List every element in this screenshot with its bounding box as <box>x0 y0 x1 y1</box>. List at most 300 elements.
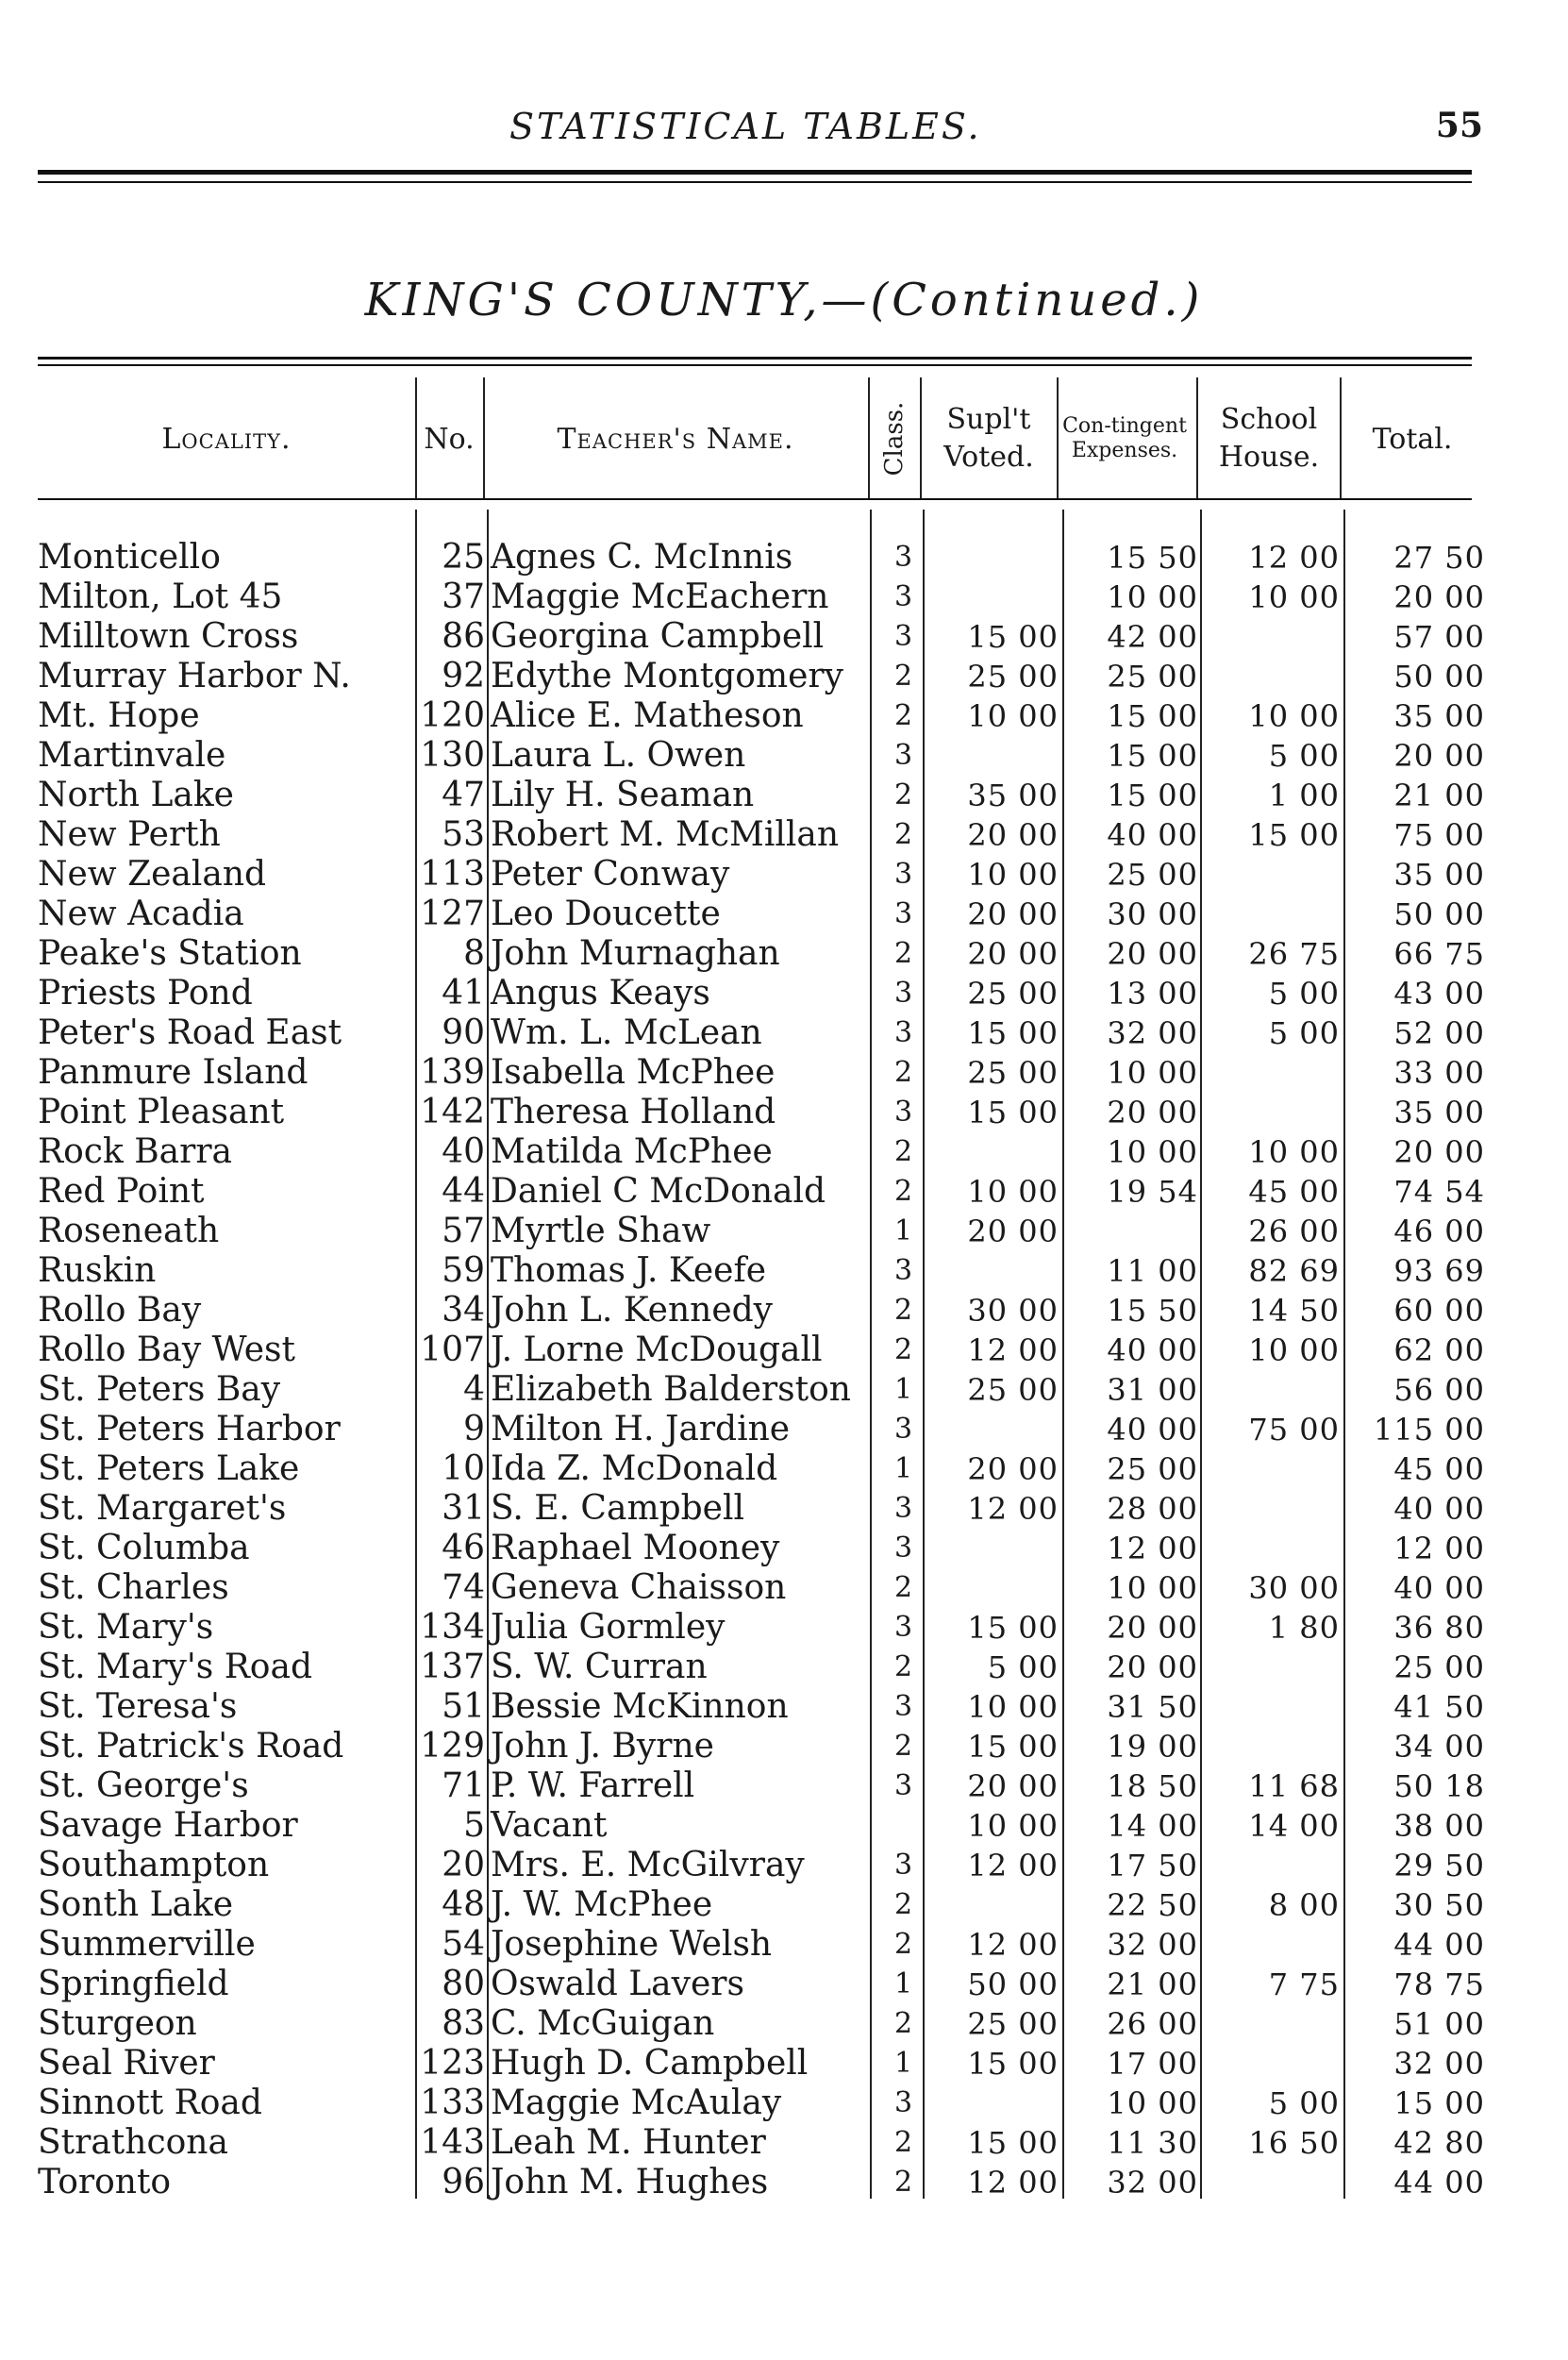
locality-cell: St. Patrick's Road <box>38 1727 344 1766</box>
contingent-expenses-cell: 15 50 <box>1107 1293 1198 1329</box>
school-number-cell: 57 <box>442 1212 485 1250</box>
class-cell: 2 <box>894 1175 913 1208</box>
school-number-cell: 34 <box>442 1291 485 1330</box>
school-number-cell: 74 <box>442 1568 485 1607</box>
school-house-cell: 12 00 <box>1248 540 1340 576</box>
school-number-cell: 80 <box>442 1965 485 2003</box>
class-cell: 2 <box>894 1294 913 1327</box>
column-header-teacher: Teacher's Name. <box>557 422 794 456</box>
teacher-name-cell: J. W. McPhee <box>491 1885 713 1924</box>
contingent-expenses-cell: 11 00 <box>1107 1253 1198 1289</box>
column-divider <box>868 377 870 498</box>
contingent-expenses-cell: 20 00 <box>1107 1095 1198 1130</box>
supplement-voted-cell: 30 00 <box>967 1293 1059 1329</box>
contingent-expenses-cell: 31 00 <box>1107 1372 1198 1408</box>
table-row <box>0 1291 1568 1331</box>
contingent-expenses-cell: 22 50 <box>1107 1887 1198 1923</box>
supplement-voted-cell: 12 00 <box>967 1491 1059 1527</box>
school-house-cell: 5 00 <box>1268 2085 1340 2121</box>
class-cell: 3 <box>894 580 913 613</box>
school-number-cell: 51 <box>442 1687 485 1726</box>
total-cell: 29 50 <box>1393 1848 1485 1883</box>
locality-cell: Milltown Cross <box>38 617 299 656</box>
teacher-name-cell: Edythe Montgomery <box>491 657 843 695</box>
teacher-name-cell: Mrs. E. McGilvray <box>491 1846 805 1884</box>
school-number-cell: 129 <box>420 1727 485 1766</box>
table-row <box>0 1727 1568 1766</box>
table-row <box>0 1766 1568 1806</box>
supplement-voted-cell: 25 00 <box>967 1055 1059 1091</box>
school-house-cell: 10 00 <box>1248 1332 1340 1368</box>
table-row <box>0 2004 1568 2044</box>
total-cell: 41 50 <box>1393 1689 1485 1725</box>
header-rule-thin <box>38 181 1472 183</box>
school-house-cell: 7 75 <box>1268 1967 1340 2002</box>
school-number-cell: 4 <box>463 1370 485 1409</box>
class-cell: 2 <box>894 937 913 970</box>
total-cell: 40 00 <box>1393 1491 1485 1527</box>
table-row <box>0 1013 1568 1053</box>
total-cell: 62 00 <box>1393 1332 1485 1368</box>
header-bottom-rule <box>38 498 1472 500</box>
school-house-cell: 10 00 <box>1248 698 1340 734</box>
locality-cell: St. Columba <box>38 1529 250 1567</box>
table-row <box>0 2044 1568 2084</box>
teacher-name-cell: John J. Byrne <box>491 1727 714 1766</box>
contingent-expenses-cell: 17 50 <box>1107 1848 1198 1883</box>
column-divider <box>483 377 485 498</box>
contingent-expenses-cell: 20 00 <box>1107 936 1198 972</box>
table-row <box>0 1568 1568 1608</box>
total-cell: 35 00 <box>1393 1095 1485 1130</box>
teacher-name-cell: Robert M. McMillan <box>491 815 840 854</box>
total-cell: 52 00 <box>1393 1015 1485 1051</box>
class-cell: 3 <box>894 1016 913 1049</box>
table-row <box>0 2163 1568 2202</box>
contingent-expenses-cell: 32 00 <box>1107 1015 1198 1051</box>
locality-cell: Peter's Road East <box>38 1013 342 1052</box>
locality-cell: New Zealand <box>38 855 267 894</box>
teacher-name-cell: Theresa Holland <box>491 1093 776 1131</box>
total-cell: 36 80 <box>1393 1610 1485 1646</box>
locality-cell: Springfield <box>38 1965 229 2003</box>
table-row <box>0 1251 1568 1291</box>
teacher-name-cell: Leo Doucette <box>491 895 721 933</box>
column-divider <box>920 377 922 498</box>
teacher-name-cell: Bessie McKinnon <box>491 1687 789 1726</box>
school-house-cell: 10 00 <box>1248 1134 1340 1170</box>
locality-cell: Red Point <box>38 1172 205 1211</box>
supplement-voted-cell: 5 00 <box>987 1649 1059 1685</box>
contingent-expenses-cell: 18 50 <box>1107 1768 1198 1804</box>
school-number-cell: 142 <box>420 1093 485 1131</box>
class-cell: 2 <box>894 2126 913 2159</box>
school-number-cell: 48 <box>442 1885 485 1924</box>
table-row <box>0 538 1568 577</box>
school-house-cell: 26 75 <box>1248 936 1340 972</box>
supplement-voted-cell: 12 00 <box>967 1332 1059 1368</box>
table-row <box>0 1687 1568 1727</box>
total-cell: 42 80 <box>1393 2125 1485 2161</box>
school-number-cell: 20 <box>442 1846 485 1884</box>
school-number-cell: 10 <box>442 1449 485 1488</box>
total-cell: 20 00 <box>1393 579 1485 615</box>
locality-cell: Roseneath <box>38 1212 220 1250</box>
locality-cell: Martinvale <box>38 736 226 775</box>
column-header-contingent: Con-tingent Expenses. <box>1062 414 1187 462</box>
supplement-voted-cell: 10 00 <box>967 1808 1059 1844</box>
total-cell: 15 00 <box>1393 2085 1485 2121</box>
class-cell: 1 <box>894 1373 913 1406</box>
teacher-name-cell: John M. Hughes <box>491 2163 769 2201</box>
table-row <box>0 1370 1568 1410</box>
contingent-expenses-cell: 10 00 <box>1107 2085 1198 2121</box>
school-number-cell: 127 <box>420 895 485 933</box>
school-number-cell: 47 <box>442 776 485 814</box>
teacher-name-cell: Raphael Mooney <box>491 1529 780 1567</box>
supplement-voted-cell: 15 00 <box>967 619 1059 655</box>
class-cell: 2 <box>894 2007 913 2040</box>
school-house-cell: 5 00 <box>1268 1015 1340 1051</box>
class-cell: 3 <box>894 1096 913 1129</box>
class-cell: 2 <box>894 1650 913 1683</box>
teacher-name-cell: Alice E. Matheson <box>491 696 804 735</box>
class-cell: 3 <box>894 897 913 930</box>
teacher-name-cell: C. McGuigan <box>491 2004 715 2043</box>
contingent-expenses-cell: 17 00 <box>1107 2046 1198 2082</box>
total-cell: 34 00 <box>1393 1729 1485 1765</box>
supplement-voted-cell: 10 00 <box>967 857 1059 893</box>
school-number-cell: 40 <box>442 1132 485 1171</box>
school-house-cell: 8 00 <box>1268 1887 1340 1923</box>
school-house-cell: 15 00 <box>1248 817 1340 853</box>
total-cell: 20 00 <box>1393 1134 1485 1170</box>
class-cell: 2 <box>894 1730 913 1763</box>
locality-cell: St. Peters Harbor <box>38 1410 341 1448</box>
locality-cell: Priests Pond <box>38 974 253 1013</box>
table-row <box>0 2123 1568 2163</box>
class-cell: 2 <box>894 660 913 693</box>
locality-cell: Rollo Bay West <box>38 1331 295 1369</box>
class-cell: 2 <box>894 2166 913 2199</box>
locality-cell: St. Mary's Road <box>38 1648 312 1686</box>
school-number-cell: 31 <box>442 1489 485 1528</box>
total-cell: 35 00 <box>1393 698 1485 734</box>
teacher-name-cell: Laura L. Owen <box>491 736 746 775</box>
supplement-voted-cell: 50 00 <box>967 1967 1059 2002</box>
supplement-voted-cell: 20 00 <box>967 1768 1059 1804</box>
school-house-cell: 75 00 <box>1248 1412 1340 1448</box>
contingent-expenses-cell: 40 00 <box>1107 1332 1198 1368</box>
table-row <box>0 1093 1568 1132</box>
table-row <box>0 1410 1568 1449</box>
column-header-total: Total. <box>1372 422 1453 456</box>
total-cell: 74 54 <box>1393 1174 1485 1210</box>
table-row <box>0 2084 1568 2123</box>
teacher-name-cell: Isabella McPhee <box>491 1053 776 1092</box>
locality-cell: Savage Harbor <box>38 1806 298 1845</box>
class-cell: 1 <box>894 2047 913 2080</box>
table-row <box>0 1648 1568 1687</box>
supplement-voted-cell: 20 00 <box>967 936 1059 972</box>
total-cell: 51 00 <box>1393 2006 1485 2042</box>
table-row <box>0 1885 1568 1925</box>
teacher-name-cell: Peter Conway <box>491 855 730 894</box>
supplement-voted-cell: 25 00 <box>967 2006 1059 2042</box>
contingent-expenses-cell: 40 00 <box>1107 1412 1198 1448</box>
teacher-name-cell: Thomas J. Keefe <box>491 1251 767 1290</box>
school-house-cell: 1 80 <box>1268 1610 1340 1646</box>
table-top-rule-thin <box>38 364 1472 366</box>
teacher-name-cell: Elizabeth Balderston <box>491 1370 851 1409</box>
school-house-cell: 11 68 <box>1248 1768 1340 1804</box>
contingent-expenses-cell: 11 30 <box>1107 2125 1198 2161</box>
column-divider <box>1340 377 1342 498</box>
contingent-expenses-cell: 15 00 <box>1107 698 1198 734</box>
class-cell: 3 <box>894 2086 913 2119</box>
total-cell: 40 00 <box>1393 1570 1485 1606</box>
school-number-cell: 120 <box>420 696 485 735</box>
teacher-name-cell: Hugh D. Campbell <box>491 2044 809 2083</box>
supplement-voted-cell: 35 00 <box>967 778 1059 813</box>
teacher-name-cell: Maggie McEachern <box>491 577 829 616</box>
school-house-cell: 82 69 <box>1248 1253 1340 1289</box>
school-number-cell: 71 <box>442 1766 485 1805</box>
locality-cell: Seal River <box>38 2044 215 2083</box>
locality-cell: Strathcona <box>38 2123 228 2162</box>
class-cell: 2 <box>894 818 913 851</box>
supplement-voted-cell: 25 00 <box>967 1372 1059 1408</box>
locality-cell: St. Peters Bay <box>38 1370 281 1409</box>
class-cell: 2 <box>894 1056 913 1089</box>
contingent-expenses-cell: 19 00 <box>1107 1729 1198 1765</box>
locality-cell: St. Teresa's <box>38 1687 238 1726</box>
total-cell: 66 75 <box>1393 936 1485 972</box>
supplement-voted-cell: 20 00 <box>967 1451 1059 1487</box>
teacher-name-cell: John L. Kennedy <box>491 1291 774 1330</box>
contingent-expenses-cell: 26 00 <box>1107 2006 1198 2042</box>
table-row <box>0 776 1568 815</box>
school-number-cell: 25 <box>442 538 485 577</box>
class-cell: 2 <box>894 778 913 812</box>
header-rule-thick <box>38 170 1472 175</box>
supplement-voted-cell: 15 00 <box>967 2046 1059 2082</box>
school-house-cell: 30 00 <box>1248 1570 1340 1606</box>
supplement-voted-cell: 12 00 <box>967 2165 1059 2201</box>
school-house-cell: 26 00 <box>1248 1213 1340 1249</box>
total-cell: 33 00 <box>1393 1055 1485 1091</box>
class-cell: 2 <box>894 1571 913 1604</box>
table-row <box>0 1608 1568 1648</box>
school-house-cell: 16 50 <box>1248 2125 1340 2161</box>
table-row <box>0 1132 1568 1172</box>
supplement-voted-cell: 15 00 <box>967 1095 1059 1130</box>
total-cell: 78 75 <box>1393 1967 1485 2002</box>
class-cell: 3 <box>894 739 913 772</box>
class-cell: 3 <box>894 541 913 574</box>
school-number-cell: 8 <box>463 934 485 973</box>
table-row <box>0 1172 1568 1212</box>
school-number-cell: 59 <box>442 1251 485 1290</box>
contingent-expenses-cell: 10 00 <box>1107 1134 1198 1170</box>
table-row <box>0 974 1568 1013</box>
total-cell: 75 00 <box>1393 817 1485 853</box>
contingent-expenses-cell: 10 00 <box>1107 1055 1198 1091</box>
class-cell: 3 <box>894 1849 913 1882</box>
teacher-name-cell: Josephine Welsh <box>491 1925 773 1964</box>
total-cell: 45 00 <box>1393 1451 1485 1487</box>
total-cell: 44 00 <box>1393 1927 1485 1963</box>
locality-cell: Panmure Island <box>38 1053 309 1092</box>
school-number-cell: 92 <box>442 657 485 695</box>
locality-cell: North Lake <box>38 776 234 814</box>
teacher-name-cell: Wm. L. McLean <box>491 1013 762 1052</box>
total-cell: 38 00 <box>1393 1808 1485 1844</box>
column-divider <box>1057 377 1059 498</box>
table-row <box>0 736 1568 776</box>
teacher-name-cell: S. E. Campbell <box>491 1489 744 1528</box>
supplement-voted-cell: 15 00 <box>967 1610 1059 1646</box>
table-top-rule-thick <box>38 357 1472 360</box>
running-head: STATISTICAL TABLES. <box>509 106 982 147</box>
contingent-expenses-cell: 15 00 <box>1107 778 1198 813</box>
class-cell: 3 <box>894 1769 913 1802</box>
teacher-name-cell: Vacant <box>491 1806 608 1845</box>
contingent-expenses-cell: 25 00 <box>1107 1451 1198 1487</box>
school-house-cell: 14 00 <box>1248 1808 1340 1844</box>
locality-cell: New Acadia <box>38 895 244 933</box>
class-cell: 3 <box>894 1254 913 1287</box>
teacher-name-cell: Angus Keays <box>491 974 710 1013</box>
school-house-cell: 10 00 <box>1248 579 1340 615</box>
contingent-expenses-cell: 31 50 <box>1107 1689 1198 1725</box>
column-header-locality: Locality. <box>161 422 292 456</box>
class-cell: 3 <box>894 1611 913 1644</box>
total-cell: 32 00 <box>1393 2046 1485 2082</box>
contingent-expenses-cell: 20 00 <box>1107 1649 1198 1685</box>
total-cell: 21 00 <box>1393 778 1485 813</box>
total-cell: 12 00 <box>1393 1531 1485 1566</box>
total-cell: 56 00 <box>1393 1372 1485 1408</box>
contingent-expenses-cell: 20 00 <box>1107 1610 1198 1646</box>
class-cell: 1 <box>894 1214 913 1247</box>
table-row <box>0 815 1568 855</box>
table-row <box>0 1212 1568 1251</box>
class-cell: 3 <box>894 620 913 653</box>
locality-cell: Monticello <box>38 538 221 577</box>
school-number-cell: 46 <box>442 1529 485 1567</box>
locality-cell: St. George's <box>38 1766 249 1805</box>
locality-cell: St. Mary's <box>38 1608 214 1647</box>
supplement-voted-cell: 25 00 <box>967 976 1059 1012</box>
school-number-cell: 134 <box>420 1608 485 1647</box>
locality-cell: Point Pleasant <box>38 1093 285 1131</box>
teacher-name-cell: J. Lorne McDougall <box>491 1331 823 1369</box>
column-divider <box>1196 377 1198 498</box>
total-cell: 93 69 <box>1393 1253 1485 1289</box>
teacher-name-cell: John Murnaghan <box>491 934 780 973</box>
teacher-name-cell: Ida Z. McDonald <box>491 1449 778 1488</box>
total-cell: 30 50 <box>1393 1887 1485 1923</box>
table-row <box>0 1806 1568 1846</box>
school-number-cell: 113 <box>420 855 485 894</box>
locality-cell: Peake's Station <box>38 934 302 973</box>
locality-cell: Southampton <box>38 1846 270 1884</box>
school-number-cell: 90 <box>442 1013 485 1052</box>
school-house-cell: 45 00 <box>1248 1174 1340 1210</box>
locality-cell: Mt. Hope <box>38 696 200 735</box>
total-cell: 115 00 <box>1374 1412 1485 1448</box>
school-number-cell: 139 <box>420 1053 485 1092</box>
school-house-cell: 14 50 <box>1248 1293 1340 1329</box>
school-number-cell: 130 <box>420 736 485 775</box>
supplement-voted-cell: 25 00 <box>967 659 1059 695</box>
teacher-name-cell: Julia Gormley <box>491 1608 726 1647</box>
total-cell: 25 00 <box>1393 1649 1485 1685</box>
teacher-name-cell: Myrtle Shaw <box>491 1212 711 1250</box>
school-number-cell: 83 <box>442 2004 485 2043</box>
contingent-expenses-cell: 15 50 <box>1107 540 1198 576</box>
class-cell: 2 <box>894 699 913 732</box>
teacher-name-cell: S. W. Curran <box>491 1648 708 1686</box>
class-cell: 1 <box>894 1452 913 1485</box>
table-row <box>0 1053 1568 1093</box>
locality-cell: Ruskin <box>38 1251 157 1290</box>
school-number-cell: 41 <box>442 974 485 1013</box>
total-cell: 43 00 <box>1393 976 1485 1012</box>
table-row <box>0 1846 1568 1885</box>
school-house-cell: 1 00 <box>1268 778 1340 813</box>
teacher-name-cell: Agnes C. McInnis <box>491 538 793 577</box>
total-cell: 57 00 <box>1393 619 1485 655</box>
teacher-name-cell: Oswald Lavers <box>491 1965 744 2003</box>
county-title: KING'S COUNTY,—(Continued.) <box>364 274 1204 326</box>
table-row <box>0 577 1568 617</box>
locality-cell: Milton, Lot 45 <box>38 577 283 616</box>
supplement-voted-cell: 20 00 <box>967 1213 1059 1249</box>
class-cell: 3 <box>894 858 913 891</box>
contingent-expenses-cell: 14 00 <box>1107 1808 1198 1844</box>
school-number-cell: 9 <box>463 1410 485 1448</box>
supplement-voted-cell: 12 00 <box>967 1927 1059 1963</box>
total-cell: 20 00 <box>1393 738 1485 774</box>
table-row <box>0 934 1568 974</box>
contingent-expenses-cell: 40 00 <box>1107 817 1198 853</box>
locality-cell: New Perth <box>38 815 221 854</box>
column-header-school-house: School House. <box>1218 403 1320 474</box>
contingent-expenses-cell: 32 00 <box>1107 1927 1198 1963</box>
table-row <box>0 696 1568 736</box>
school-house-cell: 5 00 <box>1268 738 1340 774</box>
contingent-expenses-cell: 25 00 <box>1107 659 1198 695</box>
school-number-cell: 44 <box>442 1172 485 1211</box>
column-divider <box>415 377 417 498</box>
school-number-cell: 5 <box>463 1806 485 1845</box>
school-number-cell: 96 <box>442 2163 485 2201</box>
school-number-cell: 86 <box>442 617 485 656</box>
teacher-name-cell: Maggie McAulay <box>491 2084 782 2122</box>
table-row <box>0 1489 1568 1529</box>
supplement-voted-cell: 20 00 <box>967 817 1059 853</box>
locality-cell: Toronto <box>38 2163 172 2201</box>
contingent-expenses-cell: 28 00 <box>1107 1491 1198 1527</box>
supplement-voted-cell: 10 00 <box>967 1174 1059 1210</box>
contingent-expenses-cell: 32 00 <box>1107 2165 1198 2201</box>
school-number-cell: 53 <box>442 815 485 854</box>
table-row <box>0 1449 1568 1489</box>
locality-cell: Rock Barra <box>38 1132 232 1171</box>
locality-cell: St. Margaret's <box>38 1489 287 1528</box>
